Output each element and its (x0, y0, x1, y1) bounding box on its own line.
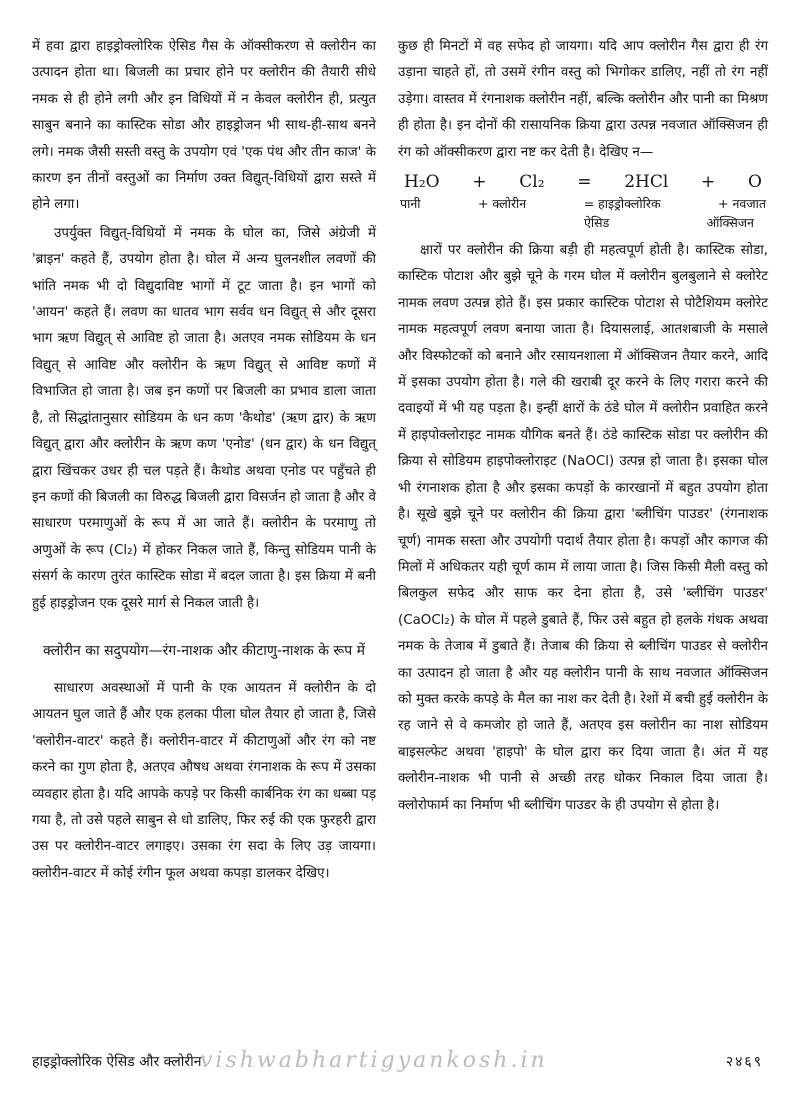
running-title: हाइड्रोक्लोरिक ऐसिड और क्लोरीन (32, 1054, 202, 1070)
eq-term: H₂O (404, 172, 440, 193)
left-paragraph-1: में हवा द्वारा हाइड्रोक्लोरिक ऐसिड गैस के ऑक्सीकरण से क्लोरीन का उत्पादन होता था। बिजली का प्रचार होने पर क्लोरीन की तैयारी सीधे नमक से ही होने लगी और इन विधियों में न केवल क्लोरीन ही, प्रत्युत साबुन बनाने का कास्टिक सोडा और हाइड्रोजन भी साथ-ही-साथ बनने लगे। नमक जैसी सस्ती वस्तु के उपयोग एवं 'एक पंथ और तीन काज' के कारण इन तीनों वस्तुओं का निर्माण उक्त विद्युत्-विधियों द्वारा सस्ते में होने लगा। (32, 39, 376, 213)
eq-word: ऐसिड (584, 215, 610, 231)
eq-term: O (748, 172, 762, 193)
left-column (32, 34, 376, 887)
equation-words-sub (398, 214, 768, 232)
chemical-equation (398, 170, 768, 194)
right-paragraph-1: कुछ ही मिनटों में वह सफेद हो जायगा। यदि आप क्लोरीन गैस द्वारा ही रंग उड़ाना चाहते हों, तो उसमें रंगीन वस्तु को भिगोकर डालिए, नहीं तो रंग नहीं उड़ेगा। वास्तव में रंगनाशक क्लोरीन नहीं, बल्कि क्लोरीन और पानी का मिश्रण ही होता है। इन दोनों की रासायनिक क्रिया द्वारा उत्पन्न नवजात ऑक्सिजन ही रंग को ऑक्सीकरण द्वारा नष्ट कर देती है। देखिए न— (398, 39, 768, 160)
page-number: २४६९ (725, 1054, 763, 1070)
eq-term: 2HCl (624, 172, 669, 193)
eq-word: पानी (400, 196, 421, 212)
right-column (398, 34, 768, 819)
eq-term: + (472, 172, 487, 193)
section-heading: क्लोरीन का सदुपयोग—रंग-नाशक और कीटाणु-नाशक के रूप में (42, 642, 366, 659)
eq-word: = हाइड्रोक्लोरिक (583, 196, 661, 212)
eq-word: + नवजात (718, 196, 766, 212)
eq-word: + क्लोरीन (477, 196, 527, 212)
right-paragraph-2: क्षारों पर क्लोरीन की क्रिया बड़ी ही महत्वपूर्ण होती है। कास्टिक सोडा, कास्टिक पोटाश और बुझे चूने के गरम घोल में क्लोरीन बुलबुलाने से क्लोरेट नामक लवण उत्पन्न होते हैं। इस प्रकार कास्टिक पोटाश से पोटैशियम क्लोरेट नामक महत्वपूर्ण लवण बनाया जाता है। दियासलाई, आतशबाजी के मसाले और विस्फोटकों को बनाने और रसायनशाला में ऑक्सिजन तैयार करने, आदि में इसका उपयोग होता है। गले की खराबी दूर करने के लिए गरारा करने की दवाइयों में भी यह पड़ता है। इन्हीं क्षारों के ठंडे घोल में क्लोरीन प्रवाहित करने में हाइपोक्लोराइट नामक यौगिक बनते हैं। ठंडे कास्टिक सोडा पर क्लोरीन की क्रिया से सोडियम हाइपोक्लोराइट (NaOCl) उत्पन्न हो जाता है। इसका घोल भी रंगनाशक होता है और इसका कपड़ों के कारखानों में बहुत उपयोग होता है। सूखे बुझे चूने पर क्लोरीन की क्रिया द्वारा 'ब्लीचिंग पाउडर' (रंगनाशक चूर्ण) नामक सस्ता और उपयोगी पदार्थ तैयार होता है। कपड़ों और कागज की मिलों में अधिकतर यही चूर्ण काम में लाया जाता है। जिस किसी मैली वस्तु को बिलकुल सफेद और साफ कर देना होता है, उसे 'ब्लीचिंग पाउडर' (CaOCl₂) के घोल में पहले डुबाते हैं, फिर उसे बहुत हो हलके गंधक अथवा नमक के तेजाब में डुबाते हैं। तेजाब की क्रिया से ब्लीचिंग पाउडर से क्लोरीन का उत्पादन हो जाता है और यह क्लोरीन पानी के साथ नवजात ऑक्सिजन को मुक्त करके कपड़े के मैल का नाश कर देती है। रेशों में बची हुई क्लोरीन के रह जाने से वे कमजोर हो जाते हैं, अतएव इस क्लोरीन का नाश सोडियम बाइसल्फेट अथवा 'हाइपो' के घोल द्वारा कर दिया जाता है। अंत में यह क्लोरीन-नाशक भी पानी से अच्छी तरह धोकर निकाल दिया जाता है। क्लोरोफार्म का निर्माण भी ब्लीचिंग पाउडर के ही उपयोग से होता है। (398, 243, 768, 813)
eq-term: Cl₂ (519, 172, 545, 193)
left-paragraph-2: उपर्युक्त विद्युत्-विधियों में नमक के घोल का, जिसे अंग्रेजी में 'ब्राइन' कहते हैं, उपयोग होता है। घोल में अन्य घुलनशील लवणों की भांति नमक भी दो विद्युदाविष्ट भागों में टूट जाता है। इन भागों को 'आयन' कहते हैं। लवण का धातव भाग सर्वव धन विद्युत् से और दूसरा भाग ऋण विद्युत् से आविष्ट हो जाता है। अतएव नमक सोडियम के धन विद्युत् से आविष्ट और क्लोरीन के ऋण विद्युत् से आविष्ट कणों में विभाजित हो जाता है। जब इन कणों पर बिजली का प्रभाव डाला जाता है, तो सिद्धांतानुसार सोडियम के धन कण 'कैथोड' (ऋण द्वार) के ऋण विद्युत् द्वारा और क्लोरीन के ऋण कण 'एनोड' (धन द्वार) के धन विद्युत् द्वारा खिंचकर उधर ही चल पड़ते हैं। कैथोड अथवा एनोड पर पहुँचते ही इन कणों की बिजली का विरुद्ध बिजली द्वारा विसर्जन हो जाता है और वे साधारण परमाणुओं के रूप में आ जाते हैं। क्लोरीन के परमाणु तो अणुओं के रूप (Cl₂) में होकर निकल जाते हैं, किन्तु सोडियम पानी के संसर्ग के कारण तुरंत कास्टिक सोडा में बदल जाता है। इस क्रिया में बनी हुई हाइड्रोजन एक दूसरे मार्ग से निकल जाती है। (32, 225, 376, 611)
watermark: vishwabhartigyankosh.in (200, 1048, 548, 1073)
eq-term: = (577, 172, 592, 193)
left-paragraph-3: साधारण अवस्थाओं में पानी के एक आयतन में क्लोरीन के दो आयतन घुल जाते हैं और एक हलका पीला घोल तैयार हो जाता है, जिसे 'क्लोरीन-वाटर' कहते हैं। क्लोरीन-वाटर में कीटाणुओं और रंग को नष्ट करने का गुण होता है, अतएव औषध अथवा रंगनाशक के रूप में उसका व्यवहार होता है। यदि आपके कपड़े पर किसी कार्बनिक रंग का धब्बा पड़ गया है, तो उसे पहले साबुन से धो डालिए, फिर रुई की एक फुरहरी द्वारा उस पर क्लोरीन-वाटर लगाइए। उसका रंग सदा के लिए उड़ जायगा। क्लोरीन-वाटर में कोई रंगीन फूल अथवा कपड़ा डालकर देखिए। (32, 680, 376, 881)
equation-words (398, 194, 768, 214)
eq-term: + (701, 172, 716, 193)
eq-word: ऑक्सिजन (706, 215, 754, 231)
